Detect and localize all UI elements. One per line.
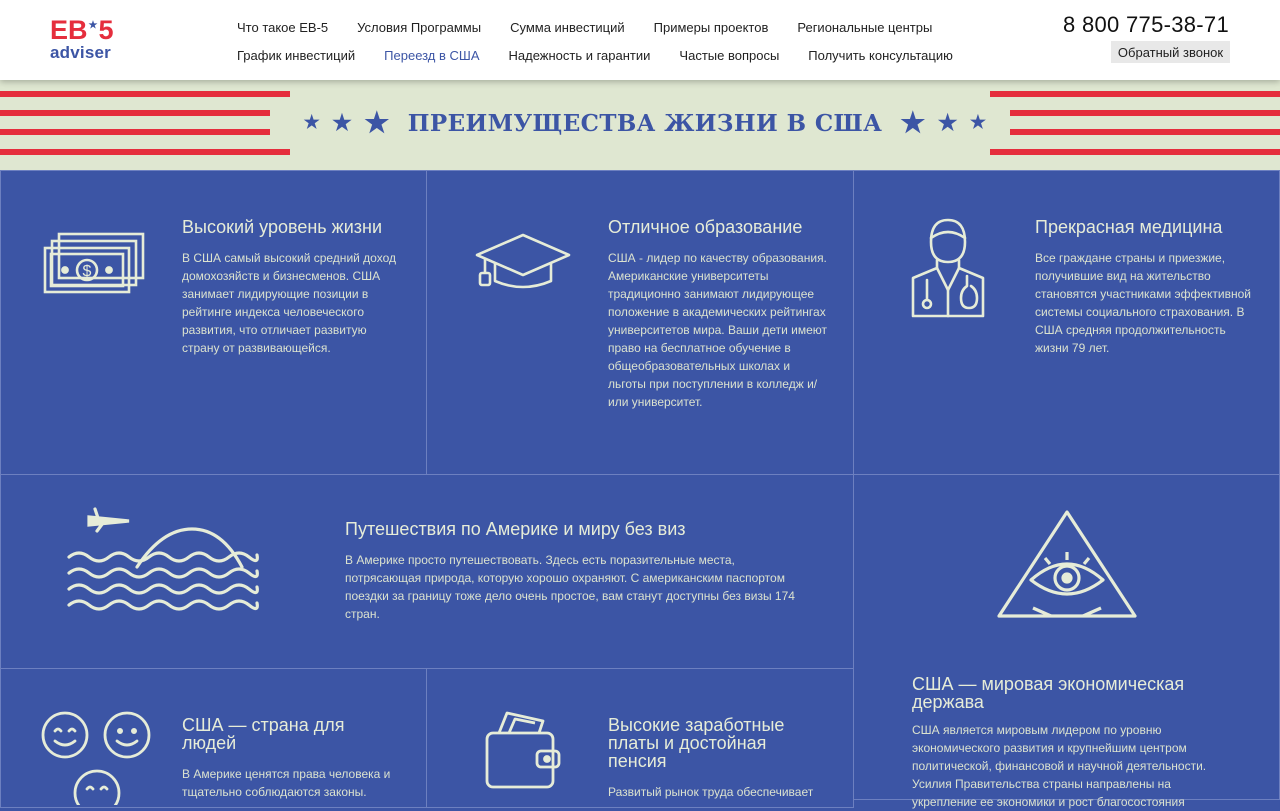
flag-stripes-right bbox=[990, 91, 1280, 155]
nav-item-project-examples[interactable]: Примеры проектов bbox=[653, 20, 769, 35]
wallet-icon bbox=[485, 709, 563, 789]
phone-number[interactable]: 8 800 775-38-71 bbox=[1063, 12, 1229, 37]
flag-stripes-left bbox=[0, 91, 290, 155]
benefit-card-education bbox=[426, 170, 854, 475]
nav-item-program-conditions[interactable]: Условия Программы bbox=[357, 20, 482, 35]
nav-item-regional-centers[interactable]: Региональные центры bbox=[797, 20, 933, 35]
stars-right-icon: ★ ★ ★ bbox=[900, 106, 987, 139]
site-header bbox=[0, 0, 1280, 80]
benefit-text: США - лидер по качеству образования. Американские университеты традиционно занимают лидирующее положение в академических рейтингах университетов мира. Ваши дети имеют право на бесплатное обучение в общеобразовательных школах и льготы при поступлении в колледж и/или университет. bbox=[608, 251, 827, 409]
doctor-icon bbox=[909, 216, 987, 320]
page-title: ПРЕИМУЩЕСТВА ЖИЗНИ В США bbox=[407, 109, 883, 137]
graduation-cap-icon bbox=[473, 233, 571, 289]
nav-item-moving-to-usa[interactable]: Переезд в США bbox=[384, 48, 480, 63]
benefit-title: Высокие заработные платы и достойная пенсия bbox=[608, 715, 785, 771]
section-banner bbox=[0, 80, 1280, 170]
logo-star-icon: ★ bbox=[88, 20, 98, 31]
benefit-card-salary bbox=[426, 668, 854, 808]
nav-item-reliability[interactable]: Надежность и гарантии bbox=[508, 48, 651, 63]
nav-item-investment-amount[interactable]: Сумма инвестиций bbox=[510, 20, 625, 35]
benefits-grid bbox=[0, 170, 1280, 809]
nav-item-faq[interactable]: Частые вопросы bbox=[679, 48, 780, 63]
benefit-text: В Америке ценятся права человека и тщательно соблюдаются законы. bbox=[182, 767, 391, 799]
benefit-card-travel bbox=[0, 474, 854, 669]
benefit-title: Высокий уровень жизни bbox=[182, 217, 382, 237]
nav-row-2 bbox=[237, 48, 957, 76]
nav-row-1 bbox=[237, 20, 957, 48]
benefit-text: В Америке просто путешествовать. Здесь есть поразительные места, потрясающая природа, которую хорошо охраняют. С американским паспортом поездки за границу тоже дело очень простое, вам станут доступны без визы 174 стран. bbox=[345, 553, 795, 621]
main-nav bbox=[237, 20, 957, 76]
svg-text:$: $ bbox=[82, 263, 92, 280]
nav-item-get-consultation[interactable]: Получить консультацию bbox=[808, 48, 953, 63]
logo-text-eb: EB bbox=[50, 15, 88, 45]
nav-item-what-is-eb5[interactable]: Что такое EB-5 bbox=[237, 20, 329, 35]
benefit-card-economy bbox=[853, 474, 1280, 809]
benefit-text: США является мировым лидером по уровню экономического развития и крупнейшим центром политической, финансовой и научной деятельности. Усилия Правительства страны направлены на укрепление ее экономики и рост благосостояния bbox=[912, 723, 1207, 809]
plane-over-sea-icon bbox=[67, 507, 259, 611]
logo-text-number: 5 bbox=[98, 15, 114, 45]
nav-item-investment-schedule[interactable]: График инвестиций bbox=[237, 48, 356, 63]
banner-heading bbox=[300, 103, 990, 143]
benefit-title: США — страна для людей bbox=[182, 715, 345, 753]
benefit-text: В США самый высокий средний доход домохозяйств и бизнесменов. США занимает лидирующие позиции в рейтинге индекса человеческого развития, что отличает развитую страну от развивающейся. bbox=[182, 251, 396, 355]
benefit-title: Прекрасная медицина bbox=[1035, 217, 1223, 237]
benefit-card-living bbox=[0, 170, 427, 475]
smiley-faces-icon bbox=[41, 709, 153, 805]
logo-text-adviser: adviser bbox=[50, 43, 111, 62]
benefit-title: Отличное образование bbox=[608, 217, 803, 237]
benefit-title: Путешествия по Америке и миру без виз bbox=[345, 519, 686, 539]
benefit-text: Все граждане страны и приезжие, получившие вид на жительство становятся участниками эффективной системы социального страхования. В США средняя продолжительность жизни 79 лет. bbox=[1035, 251, 1251, 355]
benefit-title: США — мировая экономическая держава bbox=[912, 674, 1185, 712]
money-icon bbox=[43, 231, 147, 297]
benefit-card-people bbox=[0, 668, 427, 808]
logo[interactable] bbox=[50, 17, 122, 63]
callback-button[interactable]: Обратный звонок bbox=[1111, 41, 1230, 63]
benefit-text: Развитый рынок труда обеспечивает bbox=[608, 785, 814, 799]
stars-left-icon: ★ ★ ★ bbox=[303, 106, 390, 139]
all-seeing-eye-icon bbox=[997, 508, 1137, 620]
benefit-card-medicine bbox=[853, 170, 1280, 475]
